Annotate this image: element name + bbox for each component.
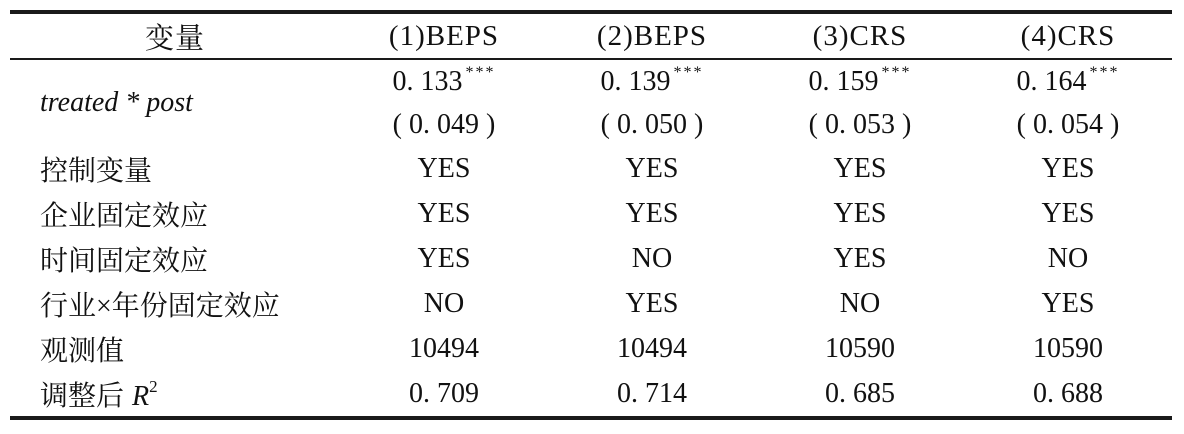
se-cell-4: ( 0. 054 ) (1016, 108, 1120, 140)
cell-value: 10590 (825, 332, 895, 364)
cell-value: NO (1047, 242, 1089, 274)
regression-results-table (10, 10, 1172, 420)
cell-value: NO (631, 242, 673, 274)
row-label-controls: 控制变量 (40, 155, 153, 187)
cell-value: YES (833, 152, 887, 184)
cell-value: YES (417, 197, 471, 229)
table-row-coefficient (10, 59, 1172, 103)
header-cell-model-2: (2)BEPS (548, 12, 756, 59)
cell-value: YES (625, 152, 679, 184)
cell-value: 10494 (617, 332, 687, 364)
header-row (10, 12, 1172, 59)
cell-value: 0. 688 (1033, 377, 1103, 409)
cell-value: YES (417, 152, 471, 184)
cell-value: YES (625, 287, 679, 319)
r-symbol: R (132, 380, 150, 412)
cell-value: NO (839, 287, 881, 319)
coef-value-2: 0. 139 (600, 65, 671, 97)
cell-value: 0. 714 (617, 377, 687, 409)
cell-value: 10494 (409, 332, 479, 364)
header-cell-model-4: (4)CRS (964, 12, 1172, 59)
row-label-adjusted-r2 (10, 371, 340, 418)
table-row-time-fixed-effects (10, 236, 1172, 281)
coef-cell-4 (964, 59, 1172, 103)
significance-stars-3: *** (881, 64, 912, 82)
coef-value-3: 0. 159 (808, 65, 879, 97)
cell-value: NO (423, 287, 465, 319)
se-cell-2: ( 0. 050 ) (600, 108, 704, 140)
cell-value: 0. 709 (409, 377, 479, 409)
cell-value: YES (833, 197, 887, 229)
adjusted-r2-text: 调整后 (40, 380, 125, 412)
coef-value-4: 0. 164 (1016, 65, 1087, 97)
coef-value-1: 0. 133 (392, 65, 463, 97)
row-label-industry-year-fe: 行业×年份固定效应 (40, 290, 280, 322)
table-row-observations (10, 326, 1172, 371)
cell-value: YES (1041, 152, 1095, 184)
header-cell-model-1: (1)BEPS (340, 12, 548, 59)
cell-value: 0. 685 (825, 377, 895, 409)
cell-value: YES (1041, 287, 1095, 319)
significance-stars-4: *** (1089, 64, 1120, 82)
cell-value: YES (625, 197, 679, 229)
se-cell-1: ( 0. 049 ) (392, 108, 496, 140)
header-cell-model-3: (3)CRS (756, 12, 964, 59)
table-row-controls (10, 146, 1172, 191)
coef-cell-1 (340, 59, 548, 103)
coef-cell-3 (756, 59, 964, 103)
coef-cell-2 (548, 59, 756, 103)
significance-stars-2: *** (673, 64, 704, 82)
significance-stars-1: *** (465, 64, 496, 82)
cell-value: 10590 (1033, 332, 1103, 364)
r2-exponent: 2 (149, 377, 158, 397)
variable-label-treated-post: treated * post (40, 87, 193, 118)
header-cell-variable: 变量 (10, 12, 340, 59)
row-label-time-fe: 时间固定效应 (40, 245, 209, 277)
row-label-observations: 观测值 (40, 335, 125, 367)
table-row-industry-year-fixed-effects (10, 281, 1172, 326)
cell-value: YES (1041, 197, 1095, 229)
row-label-firm-fe: 企业固定效应 (40, 200, 209, 232)
cell-value: YES (417, 242, 471, 274)
table-row-adjusted-r-squared (10, 371, 1172, 418)
cell-value: YES (833, 242, 887, 274)
table-row-firm-fixed-effects (10, 191, 1172, 236)
se-cell-3: ( 0. 053 ) (808, 108, 912, 140)
